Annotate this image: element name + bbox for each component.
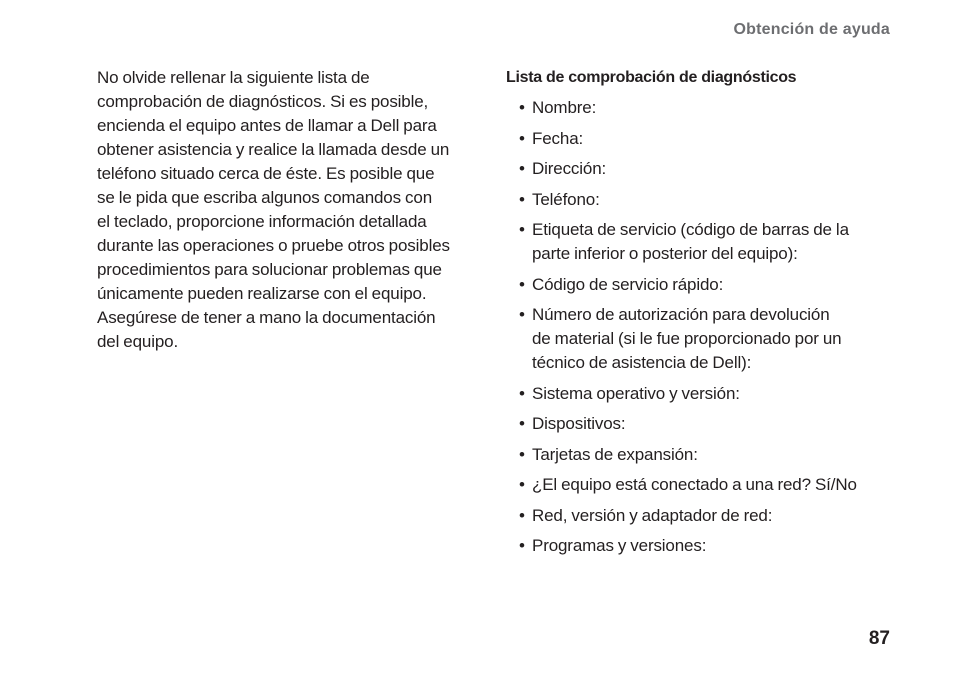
checklist-item bbox=[506, 504, 906, 528]
checklist-item bbox=[506, 412, 906, 436]
checklist-item-text bbox=[532, 443, 906, 467]
checklist-item-line: Etiqueta de servicio (código de barras de la bbox=[532, 220, 849, 239]
bullet-glyph: • bbox=[519, 444, 525, 464]
checklist-item-text bbox=[532, 218, 906, 266]
intro-line: No olvide rellenar la siguiente lista de bbox=[97, 68, 370, 87]
bullet-glyph: • bbox=[519, 98, 525, 117]
checklist-item-line: Red, versión y adaptador de red: bbox=[532, 505, 773, 525]
checklist-item-text bbox=[532, 303, 906, 375]
checklist-item-text bbox=[532, 273, 906, 297]
checklist-item bbox=[506, 382, 906, 406]
right-column bbox=[506, 66, 906, 565]
bullet-glyph: • bbox=[519, 128, 525, 148]
checklist-item-line: Teléfono: bbox=[532, 189, 600, 209]
checklist-item bbox=[506, 127, 906, 151]
bullet-glyph: • bbox=[519, 159, 525, 178]
bullet-glyph: • bbox=[519, 475, 525, 494]
checklist-item-line: Número de autorización para devolución bbox=[532, 305, 830, 324]
checklist-item-text bbox=[532, 157, 906, 181]
intro-line: únicamente pueden realizarse con el equipo. bbox=[97, 284, 427, 303]
intro-line: obtener asistencia y realice la llamada desde un bbox=[97, 140, 450, 159]
intro-line: del equipo. bbox=[97, 332, 179, 351]
intro-line: teléfono situado cerca de éste. Es posible que bbox=[97, 164, 435, 183]
checklist-item-text bbox=[532, 412, 906, 436]
checklist-item-text bbox=[532, 382, 906, 406]
checklist-item bbox=[506, 96, 906, 120]
checklist-item bbox=[506, 157, 906, 181]
checklist-item-text bbox=[532, 473, 906, 497]
bullet-glyph: • bbox=[519, 274, 525, 294]
checklist-item bbox=[506, 303, 906, 375]
running-header: Obtención de ayuda bbox=[733, 21, 890, 38]
checklist-item-text bbox=[532, 534, 906, 558]
bullet-glyph: • bbox=[519, 414, 525, 433]
bullet-glyph: • bbox=[519, 189, 525, 209]
checklist-item-text bbox=[532, 127, 906, 151]
checklist-item-line: Tarjetas de expansión: bbox=[532, 444, 698, 464]
diagnostic-checklist bbox=[506, 96, 906, 558]
checklist-item-line: Programas y versiones: bbox=[532, 536, 707, 555]
bullet-glyph: • bbox=[519, 383, 525, 403]
intro-line: el teclado, proporcione información detallada bbox=[97, 212, 427, 231]
bullet-glyph: • bbox=[519, 220, 525, 239]
checklist-item bbox=[506, 218, 906, 266]
checklist-item-text bbox=[532, 96, 906, 120]
checklist-item-line: ¿El equipo está conectado a una red? Sí/No bbox=[532, 475, 857, 494]
checklist-item-line: Nombre: bbox=[532, 98, 597, 117]
bullet-glyph: • bbox=[519, 505, 525, 525]
checklist-item bbox=[506, 188, 906, 212]
checklist-item-text bbox=[532, 504, 906, 528]
left-column bbox=[97, 66, 487, 354]
bullet-glyph: • bbox=[519, 536, 525, 555]
checklist-item-line: técnico de asistencia de Dell): bbox=[532, 353, 752, 372]
intro-line: comprobación de diagnósticos. Si es posible, bbox=[97, 92, 429, 111]
intro-line: durante las operaciones o pruebe otros posibles bbox=[97, 236, 450, 255]
checklist-item bbox=[506, 473, 906, 497]
checklist-item bbox=[506, 273, 906, 297]
checklist-item-line: parte inferior o posterior del equipo): bbox=[532, 244, 798, 263]
checklist-item bbox=[506, 534, 906, 558]
checklist-title: Lista de comprobación de diagnósticos bbox=[506, 69, 797, 86]
intro-paragraph bbox=[97, 66, 487, 354]
checklist-item-line: Dispositivos: bbox=[532, 414, 626, 433]
bullet-glyph: • bbox=[519, 305, 525, 324]
intro-line: procedimientos para solucionar problemas que bbox=[97, 260, 442, 279]
checklist-item-line: Fecha: bbox=[532, 128, 584, 148]
intro-line: se le pida que escriba algunos comandos con bbox=[97, 188, 432, 207]
intro-line: Asegúrese de tener a mano la documentación bbox=[97, 308, 436, 327]
checklist-item-text bbox=[532, 188, 906, 212]
checklist-item bbox=[506, 443, 906, 467]
page-number: 87 bbox=[868, 628, 890, 649]
checklist-item-line: Sistema operativo y versión: bbox=[532, 383, 740, 403]
checklist-item-line: Dirección: bbox=[532, 159, 607, 178]
checklist-item-line: Código de servicio rápido: bbox=[532, 274, 724, 294]
intro-line: encienda el equipo antes de llamar a Dell para bbox=[97, 116, 437, 135]
checklist-item-line: de material (si le fue proporcionado por un bbox=[532, 329, 842, 348]
